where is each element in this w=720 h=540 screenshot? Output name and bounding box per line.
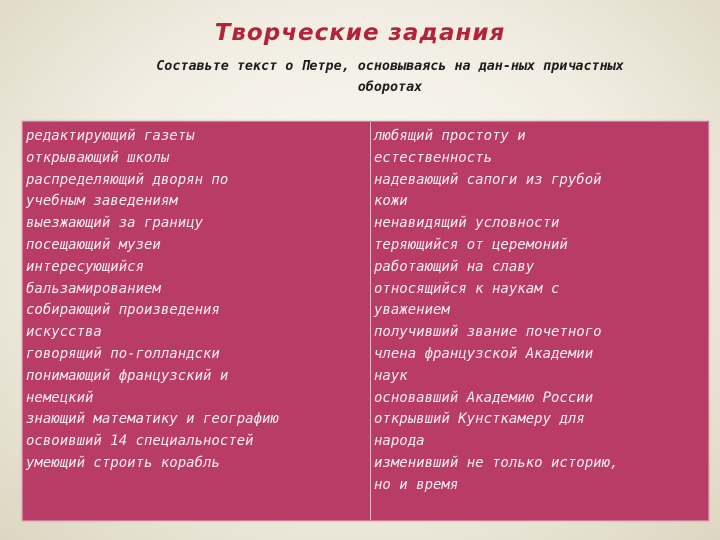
phrase-line: посещающий музеи [26,236,161,253]
phrase-line: уважением [374,302,450,319]
phrase-line: работающий на славу [374,258,535,275]
phrase-line: говорящий по-голландски [26,345,220,362]
phrase-line: понимающий французский и [26,367,229,384]
phrase-line: основавший Академию России [374,389,594,406]
phrase-line: бальзамированием [26,280,161,297]
phrase-line: освоивший 14 специальностей [26,433,254,450]
phrase-line: распределяющий дворян по [26,171,229,188]
left-column [26,126,368,475]
phrase-line: наук [374,367,408,384]
phrase-line: умеющий строить корабль [26,454,220,471]
phrase-line: выезжающий за границу [26,215,204,232]
page-title: Творческие задания [214,20,506,46]
phrase-line: получивший звание почетного [374,324,602,341]
task-instruction [60,56,720,98]
phrase-line: любящий простоту и [374,128,526,144]
phrase-line: теряющийся от церемоний [374,236,568,253]
phrase-line: открывающий школы [26,149,170,166]
phrase-line: искусства [26,324,102,341]
phrase-line: ненавидящий условности [374,215,560,232]
column-divider [370,122,371,520]
phrase-line: знающий математику и географию [26,411,279,428]
task-instruction-line-1: Составьте текст о Петре, основываясь на дан-ных причастных [156,59,624,74]
phrase-line: учебным заведениям [26,193,178,210]
phrase-line: члена французской Академии [374,345,594,362]
phrase-line: интересующийся [26,258,145,275]
phrase-line: естественность [374,149,493,166]
phrase-line: но и время [374,476,459,493]
phrase-line: изменивший не только историю, [374,454,619,471]
task-instruction-line-2: оборотах [357,80,423,95]
phrase-line: относящийся к наукам с [374,280,560,297]
phrase-line: надевающий сапоги из грубой [374,171,602,188]
phrase-line: немецкий [26,389,94,406]
phrase-line: собирающий произведения [26,302,220,319]
phrase-line: открывший Кунсткамеру для [374,411,585,428]
participle-phrases-table [22,121,709,521]
phrase-line: народа [374,433,425,450]
phrase-line: редактирующий газеты [26,128,195,144]
phrase-line: кожи [374,193,408,210]
right-column [374,126,706,497]
